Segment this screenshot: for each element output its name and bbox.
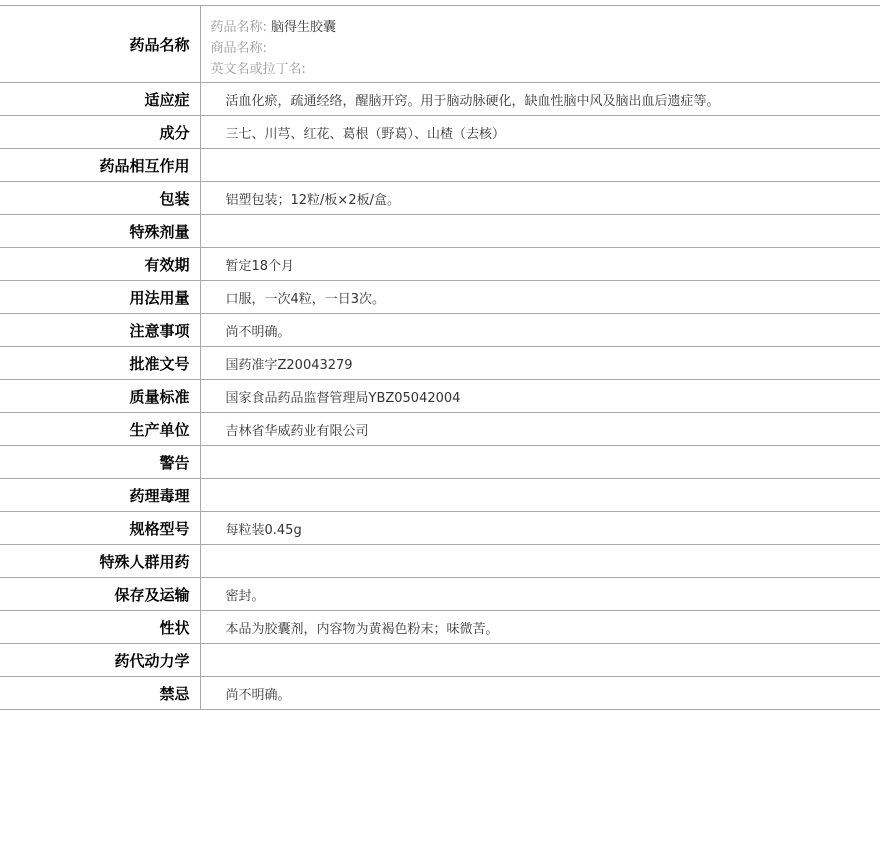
row-label: 药理毒理 [0, 479, 200, 512]
table-row-manufacturer [0, 413, 880, 446]
table-row-shelf-life [0, 248, 880, 281]
row-value: 暂定18个月 [200, 248, 880, 281]
drug-name-line [211, 17, 880, 38]
table-row-indications [0, 83, 880, 116]
english-name-line [211, 59, 880, 80]
table-row-special-populations [0, 545, 880, 578]
name-block [200, 6, 880, 83]
row-value: 铝塑包装；12粒/板×2板/盒。 [200, 182, 880, 215]
row-value: 本品为胶囊剂，内容物为黄褐色粉末；味微苦。 [200, 611, 880, 644]
row-value [200, 215, 880, 248]
row-value: 国家食品药品监督管理局YBZ05042004 [200, 380, 880, 413]
row-label: 质量标准 [0, 380, 200, 413]
table-row-dosage [0, 281, 880, 314]
row-label: 适应症 [0, 83, 200, 116]
table-row-pharmacology [0, 479, 880, 512]
row-value: 口服，一次4粒，一日3次。 [200, 281, 880, 314]
table-row-precautions [0, 314, 880, 347]
table-row-quality-standard [0, 380, 880, 413]
trade-name-line [211, 38, 880, 59]
row-value [200, 545, 880, 578]
drug-name-value: 脑得生胶囊 [271, 20, 337, 35]
row-label: 禁忌 [0, 677, 200, 710]
row-label: 保存及运输 [0, 578, 200, 611]
table-row-approval-number [0, 347, 880, 380]
table-row-interactions [0, 149, 880, 182]
row-label: 药品相互作用 [0, 149, 200, 182]
table-row-packaging [0, 182, 880, 215]
table-row-storage [0, 578, 880, 611]
row-label: 用法用量 [0, 281, 200, 314]
row-value: 尚不明确。 [200, 314, 880, 347]
row-label: 特殊剂量 [0, 215, 200, 248]
table-row-description [0, 611, 880, 644]
row-value: 每粒装0.45g [200, 512, 880, 545]
row-label: 药品名称 [0, 6, 200, 83]
drug-name-key: 药品名称: [210, 20, 267, 35]
row-label: 药代动力学 [0, 644, 200, 677]
row-label: 包装 [0, 182, 200, 215]
table-row-specification [0, 512, 880, 545]
row-value [200, 446, 880, 479]
trade-name-key: 商品名称: [210, 41, 267, 56]
table-row-contraindications [0, 677, 880, 710]
row-label: 性状 [0, 611, 200, 644]
row-value: 密封。 [200, 578, 880, 611]
row-value: 吉林省华威药业有限公司 [200, 413, 880, 446]
row-value [200, 644, 880, 677]
table-row-drug-name [0, 6, 880, 83]
row-value [200, 149, 880, 182]
row-label: 警告 [0, 446, 200, 479]
row-value: 尚不明确。 [200, 677, 880, 710]
table-row-pharmacokinetics [0, 644, 880, 677]
row-value: 三七、川芎、红花、葛根（野葛）、山楂（去核） [200, 116, 880, 149]
row-label: 有效期 [0, 248, 200, 281]
table-row-warning [0, 446, 880, 479]
row-label: 规格型号 [0, 512, 200, 545]
row-value [200, 479, 880, 512]
row-value: 活血化瘀，疏通经络，醒脑开窍。用于脑动脉硬化，缺血性脑中风及脑出血后遗症等。 [200, 83, 880, 116]
row-label: 批准文号 [0, 347, 200, 380]
table-row-ingredients [0, 116, 880, 149]
row-label: 生产单位 [0, 413, 200, 446]
row-value: 国药准字Z20043279 [200, 347, 880, 380]
table-row-special-dose [0, 215, 880, 248]
english-name-key: 英文名或拉丁名: [210, 62, 306, 77]
drug-info-table [0, 5, 880, 710]
row-label: 注意事项 [0, 314, 200, 347]
row-label: 成分 [0, 116, 200, 149]
row-label: 特殊人群用药 [0, 545, 200, 578]
